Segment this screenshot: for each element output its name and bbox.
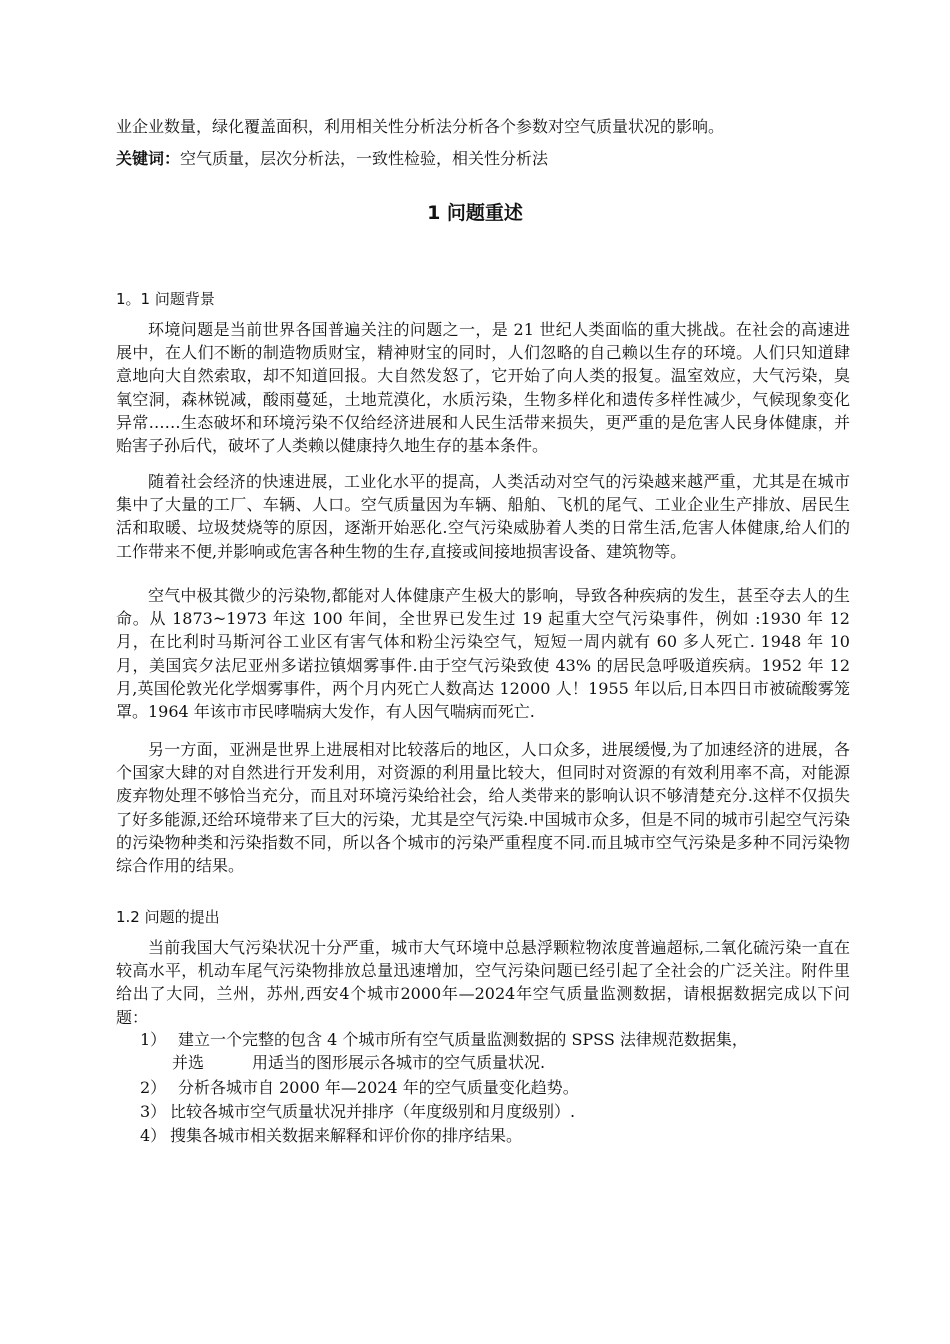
list-item [140, 1124, 860, 1147]
paragraph-industrialization: 随着社会经济的快速进展，工业化水平的提高，人类活动对空气的污染越来越严重，尤其是在城市集中了大量的工厂、车辆、人口。空气质量因为车辆、船舶、飞机的尾气、工业企业生产排放、居民生活和取暖、垃圾焚烧等的原因，逐渐开始恶化.空气污染威胁着人类的日常生活,危害人体健康,给人们的工作带来不便,并影响或危害各种生物的生存,直接或间接地损害设备、建筑物等。 [116, 472, 850, 561]
list-item [140, 1100, 860, 1123]
list-item-number: 1） [140, 1030, 167, 1049]
paragraph-problem-intro: 当前我国大气污染状况十分严重，城市大气环境中总悬浮颗粒物浓度普遍超标,二氧化硫污染一直在较高水平，机动车尾气污染物排放总量迅速增加，空气污染问题已经引起了全社会的广泛关注。附件里给出了大同，兰州，苏州,西安4个城市2000年—2024年空气质量监测数据，请根据数据完成以下问题： [116, 938, 850, 1027]
list-item-number: 3） [140, 1102, 167, 1121]
paragraph-asia: 另一方面，亚洲是世界上进展相对比较落后的地区，人口众多，进展缓慢,为了加速经济的进展，各个国家大肆的对自然进行开发利用，对资源的利用量比较大，但同时对资源的有效利用率不高，对能源废弃物处理不够恰当充分，而且对环境污染给社会，给人类带来的影响认识不够清楚充分.这样不仅损失了好多能源,还给环境带来了巨大的污染，尤其是空气污染.中国城市众多，但是不同的城市引起空气污染的污染物种类和污染指数不同，所以各个城市的污染严重程度不同.而且城市空气污染是多种不同污染物综合作用的结果。 [116, 740, 850, 876]
list-item [140, 1076, 860, 1099]
abstract-tail: 业企业数量，绿化覆盖面积，利用相关性分析法分析各个参数对空气质量状况的影响。 [116, 117, 725, 136]
list-item-text: 搜集各城市相关数据来解释和评价你的排序结果。 [170, 1126, 523, 1145]
list-item-number: 2） [140, 1078, 167, 1097]
list-item [140, 1028, 860, 1051]
list-item-text: 建立一个完整的包含 4 个城市所有空气质量监测数据的 SPSS 法律规范数据集， [178, 1030, 748, 1049]
keywords-text: 空气质量，层次分析法，一致性检验，相关性分析法 [180, 149, 549, 168]
section-title: 1 问题重述 [427, 202, 523, 224]
list-item-text: 分析各城市自 2000 年—2024 年的空气质量变化趋势。 [178, 1078, 579, 1097]
paragraph-environment: 环境问题是当前世界各国普遍关注的问题之一，是 21 世纪人类面临的重大挑战。在社会的高速进展中，在人们不断的制造物质财宝，精神财宝的同时，人们忽略的自己赖以生存的环境。人们只知道肆意地向大自然索取，却不知道回报。大自然发怒了，它开始了向人类的报复。温室效应，大气污染，臭氧空洞，森林锐减，酸雨蔓延，土地荒漠化，水质污染，生物多样化和遗传多样性减少，气候现象变化异常……生态破坏和环境污染不仅给经济进展和人民生活带来损失，更严重的是危害人民身体健康，并贻害子孙后代，破坏了人类赖以健康持久地生存的基本条件。 [116, 320, 850, 456]
subsection-heading-background: 1。1 问题背景 [116, 290, 215, 308]
paragraph-pollution-events: 空气中极其微少的污染物,都能对人体健康产生极大的影响，导致各种疾病的发生，甚至夺去人的生命。从 1873~1973 年这 100 年间，全世界已发生过 19 起重大空气污染事件，例如 :1930 年 12 月，在比利时马斯河谷工业区有害气体和粉尘污染空气，短短一周内就有 60 多人死亡. 1948 年 10 月，美国宾夕法尼亚州多诺拉镇烟雾事件.由于空气污染致使 43% 的居民急呼吸道疾病。1952 年 12 月,英国伦敦光化学烟雾事件，两个月内死亡人数高达 12000 人！1955 年以后,日本四日市被硫酸雾笼罩。1964 年该市市民哮喘病大发作，有人因气喘病而死亡. [116, 586, 850, 722]
subsection-heading-problem: 1.2 问题的提出 [116, 908, 220, 926]
keywords-line [116, 148, 856, 170]
keywords-label: 关键词： [116, 149, 181, 168]
list-item-text: 比较各城市空气质量状况并排序（年度级别和月度级别）. [170, 1102, 576, 1121]
list-item-continuation: 并选 用适当的图形展示各城市的空气质量状况. [172, 1053, 546, 1072]
list-item-number: 4） [140, 1126, 167, 1145]
